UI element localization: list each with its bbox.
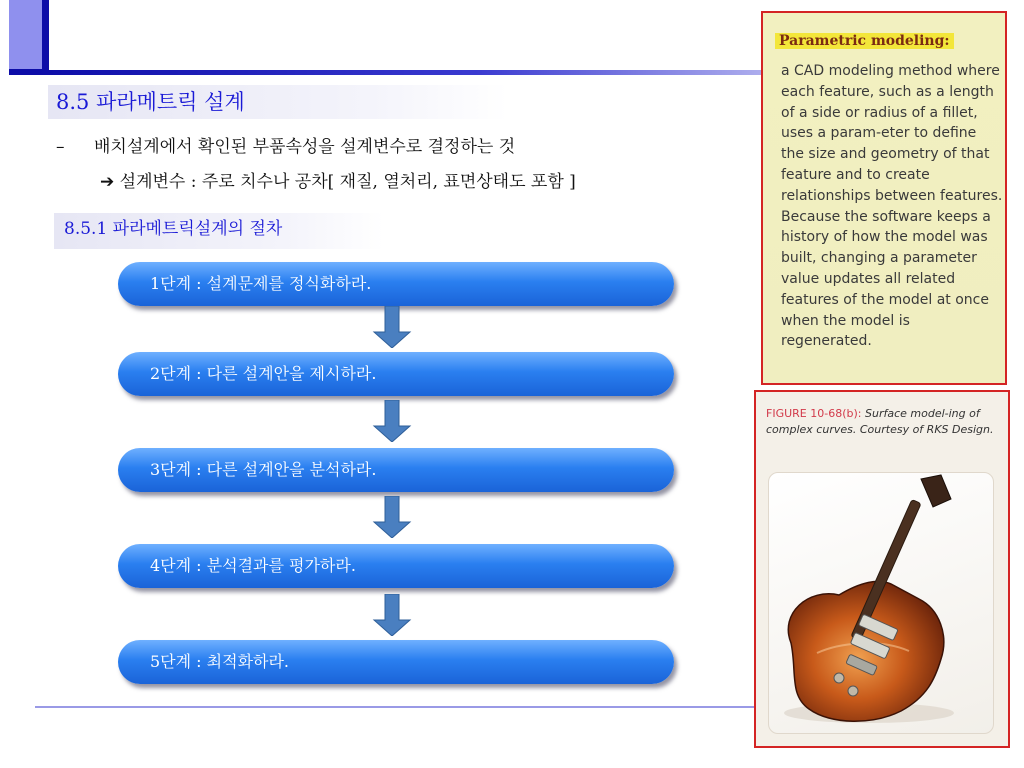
footer-rule [35, 706, 755, 708]
section-title: 8.5 파라메트릭 설계 [48, 85, 508, 119]
definition-heading: Parametric modeling: [775, 33, 954, 49]
guitar-image [769, 473, 994, 734]
down-arrow-icon [370, 306, 414, 348]
figure-caption-text: Surface model-ing of complex curves. Courtesy of RKS Design. [766, 407, 994, 436]
figure-caption [766, 406, 1002, 438]
corner-decoration [9, 0, 49, 75]
step-1: 1단계 : 설계문제를 정식화하라. [118, 262, 674, 306]
step-3: 3단계 : 다른 설계안을 분석하라. [118, 448, 674, 492]
header-rule [38, 70, 768, 75]
step-2: 2단계 : 다른 설계안을 제시하라. [118, 352, 674, 396]
arrow-line [100, 167, 576, 192]
guitar-photo [768, 472, 994, 734]
arrow-line-text: 설계변수 : 주로 치수나 공차[ 재질, 열처리, 표면상태도 포함 ] [119, 172, 576, 192]
down-arrow-icon [370, 400, 414, 442]
bullet-line [56, 132, 515, 157]
definition-box [761, 11, 1007, 385]
bullet-dash: – [56, 137, 65, 157]
down-arrow-icon [370, 594, 414, 636]
figure-box [754, 390, 1010, 748]
step-5: 5단계 : 최적화하라. [118, 640, 674, 684]
subsection-title: 8.5.1 파라메트릭설계의 절차 [54, 213, 384, 249]
down-arrow-icon [370, 496, 414, 538]
step-4: 4단계 : 분석결과를 평가하라. [118, 544, 674, 588]
bullet-text: 배치설계에서 확인된 부품속성을 설계변수로 결정하는 것 [94, 137, 516, 157]
right-arrow-icon: ➔ [100, 172, 115, 192]
figure-label: FIGURE 10-68(b): [766, 407, 862, 420]
definition-text: a CAD modeling method where each feature, such as a length of a side or radius of a fillet, uses a param-eter to define the size and geometry of that feature and to create relationships between features. Because the software keeps a history of how the model was built, changing a parameter value updates all related features of the model at once when the model is regenerated. [781, 63, 1003, 350]
